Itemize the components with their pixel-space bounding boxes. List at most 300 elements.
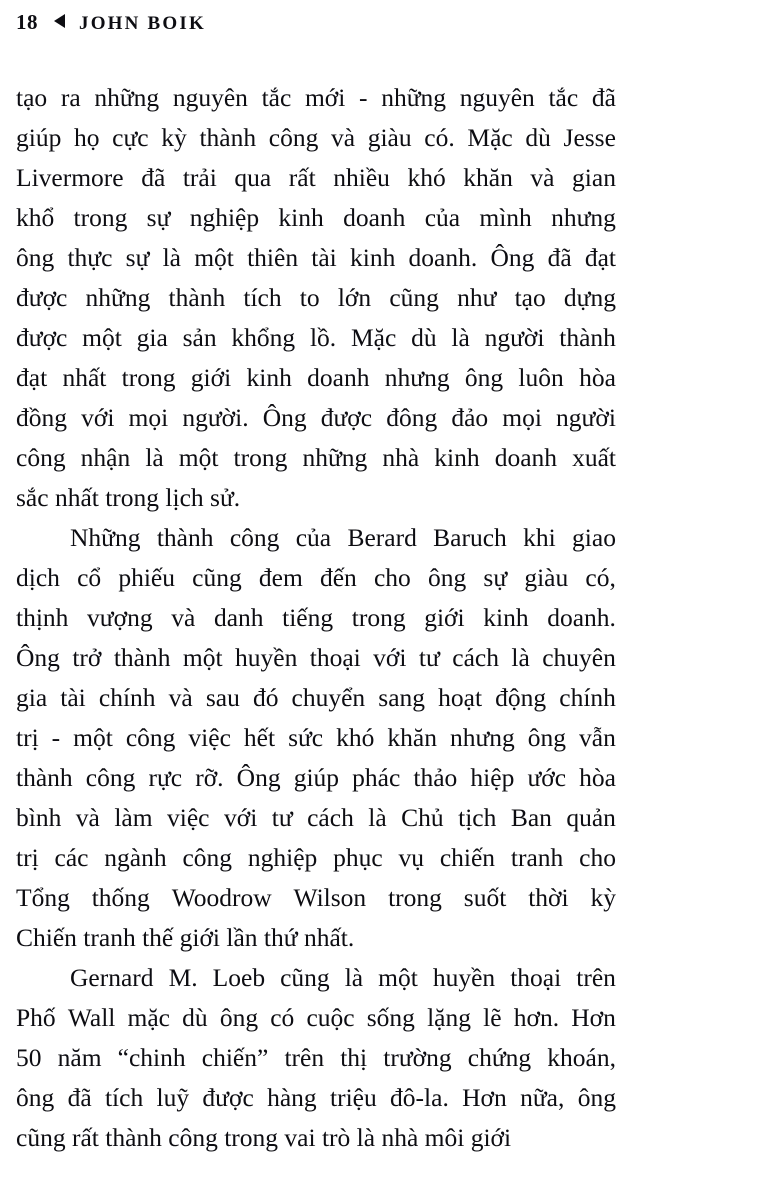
word: ông: [527, 723, 567, 752]
word: trường: [383, 1043, 452, 1072]
word: dịch: [16, 563, 60, 592]
text-line: [16, 398, 616, 438]
word: Hơn: [571, 1003, 616, 1032]
word: thành: [156, 523, 214, 552]
word: đến: [319, 563, 357, 592]
word: khổ: [16, 203, 55, 232]
word: Tổng: [16, 883, 70, 912]
word: nguyên: [459, 83, 535, 112]
word: vượng: [87, 603, 153, 632]
word: hơn.: [513, 1003, 560, 1032]
word: mọi: [502, 403, 542, 432]
word: chính: [98, 683, 156, 712]
word: việc: [188, 723, 231, 752]
word: nữa,: [520, 1083, 565, 1112]
word: Hơn: [462, 1083, 507, 1112]
word: hoạt: [438, 683, 483, 712]
word: ông: [16, 1083, 55, 1112]
page-number: 18: [16, 10, 38, 34]
word: chiến”: [201, 1043, 269, 1072]
word: Berard: [347, 523, 417, 552]
word: đảo: [451, 403, 489, 432]
text-line: [16, 318, 616, 358]
word: giúp: [16, 123, 62, 152]
word: đó: [252, 683, 279, 712]
word: cuộc: [306, 1003, 355, 1032]
word: tịch: [458, 803, 497, 832]
word: thứ: [263, 923, 298, 952]
word: và: [330, 123, 356, 152]
word: công: [229, 523, 280, 552]
word: tranh: [510, 843, 564, 872]
word: Baruch: [433, 523, 507, 552]
word: trị: [16, 723, 39, 752]
word: thoại: [510, 963, 562, 992]
word: có.: [424, 123, 455, 152]
word: tích: [243, 283, 282, 312]
word: nghiệp: [189, 203, 260, 232]
word: Ban: [510, 803, 552, 832]
word: ông: [16, 243, 55, 272]
word: doanh: [343, 203, 406, 232]
word: và: [530, 163, 555, 192]
text-line: [16, 1078, 616, 1118]
word: một: [73, 723, 113, 752]
word: và: [75, 803, 100, 832]
word: với: [223, 803, 258, 832]
word: thế: [142, 923, 174, 952]
word: xuất: [572, 443, 616, 472]
word: dù: [525, 123, 551, 152]
word: Wall: [67, 1003, 116, 1032]
word: ngành: [104, 843, 167, 872]
word: phục: [333, 843, 383, 872]
text-line: [16, 558, 616, 598]
word: trong: [73, 203, 128, 232]
word: Chủ: [401, 803, 444, 832]
paragraph: [16, 518, 616, 958]
word: được: [202, 1083, 254, 1112]
word: mình: [479, 203, 532, 232]
word: -: [51, 723, 61, 752]
word: tắc: [261, 83, 292, 112]
word: ông: [427, 563, 467, 592]
word: sử.: [210, 483, 241, 512]
word: việc: [167, 803, 210, 832]
word: vai: [284, 1123, 316, 1152]
word: trong: [388, 883, 442, 912]
word: nhưng: [449, 723, 515, 752]
word: tư: [418, 643, 440, 672]
word: đạt: [16, 363, 48, 392]
text-line: [16, 238, 616, 278]
word: sức: [288, 723, 324, 752]
word: năm: [57, 1043, 102, 1072]
text-line: [16, 1118, 616, 1158]
word: giao: [572, 523, 616, 552]
text-line: [16, 278, 616, 318]
word: khổng: [231, 323, 296, 352]
word: kinh: [483, 603, 529, 632]
word: một: [82, 323, 122, 352]
word: kinh: [246, 363, 292, 392]
word: vụ: [398, 843, 424, 872]
word: Ông: [262, 403, 307, 432]
word: hết: [243, 723, 276, 752]
word: trị: [16, 843, 39, 872]
word: bình: [16, 803, 62, 832]
word: suốt: [463, 883, 507, 912]
word: cách: [452, 643, 499, 672]
text-line: [16, 118, 616, 158]
word: của: [424, 203, 461, 232]
word: kỳ: [161, 123, 187, 152]
word: hòa: [579, 763, 616, 792]
word: là: [451, 323, 470, 352]
word: trong: [351, 603, 406, 632]
word: nhưng: [551, 203, 616, 232]
word: Chiến: [16, 923, 77, 952]
word: doanh.: [547, 603, 616, 632]
word: cũng: [280, 963, 330, 992]
word: thành: [199, 123, 257, 152]
word: môi: [424, 1123, 465, 1152]
word: nghiệp: [247, 843, 318, 872]
word: làm: [114, 803, 153, 832]
word: trong: [121, 363, 176, 392]
word: là: [368, 803, 387, 832]
word: đã: [141, 163, 166, 192]
word: thành: [559, 323, 616, 352]
text-line: [16, 798, 616, 838]
word: động: [495, 683, 547, 712]
word: phiếu: [118, 563, 175, 592]
word: giới: [424, 603, 465, 632]
word: đồng: [16, 403, 67, 432]
text-line: [16, 638, 616, 678]
word: trò: [321, 1123, 351, 1152]
word: cổ: [77, 563, 102, 592]
word: sự: [146, 203, 171, 232]
word: nhà: [382, 443, 420, 472]
word: trở: [72, 643, 102, 672]
word: người: [556, 403, 616, 432]
word: Wilson: [293, 883, 367, 912]
word: kinh: [349, 243, 396, 272]
word: được: [320, 403, 373, 432]
word: trên: [284, 1043, 325, 1072]
word: những: [94, 83, 160, 112]
text-line: [16, 958, 616, 998]
word: mặc: [127, 1003, 170, 1032]
word: có: [270, 1003, 295, 1032]
word: thiên: [247, 243, 299, 272]
word: là: [356, 1123, 376, 1152]
word: tư: [271, 803, 293, 832]
word: sản: [182, 323, 217, 352]
word: sự: [125, 243, 150, 272]
word: tranh: [83, 923, 136, 952]
word: Phố: [16, 1003, 56, 1032]
word: 50: [16, 1043, 42, 1072]
word: sang: [378, 683, 426, 712]
word: mọi: [128, 403, 169, 432]
word: với: [373, 643, 407, 672]
word: được: [16, 323, 68, 352]
word: lớn: [337, 283, 372, 312]
word: công: [16, 443, 66, 472]
word: thống: [91, 883, 150, 912]
word: giàu: [367, 123, 412, 152]
word: gia: [16, 683, 48, 712]
word: Gernard: [70, 963, 154, 992]
word: tạo: [514, 283, 546, 312]
word: khăn: [387, 723, 437, 752]
word: Jesse: [563, 123, 616, 152]
word: đã: [591, 83, 616, 112]
word: đem: [258, 563, 303, 592]
word: kinh: [434, 443, 480, 472]
word: doanh: [494, 443, 558, 472]
word: đã: [547, 243, 572, 272]
word: lần: [226, 923, 258, 952]
word: khoán,: [547, 1043, 616, 1072]
word: là: [145, 443, 164, 472]
text-line: [16, 198, 616, 238]
word: đã: [67, 1083, 92, 1112]
word: những: [302, 443, 368, 472]
paragraph: [16, 78, 616, 518]
word: một: [378, 963, 418, 992]
word: nguyên: [172, 83, 248, 112]
word: là: [511, 643, 530, 672]
word: vẫn: [579, 723, 616, 752]
word: các: [54, 843, 89, 872]
paragraph: [16, 958, 616, 1158]
word: nhận: [80, 443, 131, 472]
word: cũng: [192, 563, 242, 592]
word: tiếng: [282, 603, 334, 632]
word: nhất: [54, 483, 99, 512]
word: Mặc: [350, 323, 397, 352]
word: đô-la.: [390, 1083, 449, 1112]
word: trong: [105, 483, 160, 512]
word: giới: [470, 1123, 512, 1152]
word: tài: [60, 683, 86, 712]
word: gia: [136, 323, 168, 352]
word: tắc: [548, 83, 579, 112]
word: ông: [464, 363, 504, 392]
word: Loeb: [212, 963, 266, 992]
word: tích: [104, 1083, 144, 1112]
word: danh: [213, 603, 264, 632]
text-line: [16, 158, 616, 198]
word: “chinh: [117, 1043, 186, 1072]
word: hiệp: [470, 763, 515, 792]
text-line: [16, 758, 616, 798]
word: nhưng: [384, 363, 450, 392]
word: khăn: [463, 163, 513, 192]
word: giàu: [524, 563, 569, 592]
word: đạt: [584, 243, 616, 272]
word: họ: [74, 123, 100, 152]
word: to: [299, 283, 320, 312]
word: cực: [112, 123, 149, 152]
word: kỳ: [590, 883, 616, 912]
word: một: [178, 443, 219, 472]
word: của: [295, 523, 332, 552]
word: đông: [386, 403, 438, 432]
word: rỡ.: [195, 763, 224, 792]
word: gian: [572, 163, 616, 192]
word: nhất: [62, 363, 107, 392]
word: cũng: [389, 283, 439, 312]
word: công: [125, 723, 176, 752]
text-line: [16, 718, 616, 758]
text-line: [16, 518, 616, 558]
word: hàng: [267, 1083, 317, 1112]
word: chuyển: [291, 683, 366, 712]
word: rất: [71, 1123, 99, 1152]
word: Ông: [236, 763, 281, 792]
word: Những: [70, 523, 141, 552]
word: tạo: [16, 83, 48, 112]
word: cho: [373, 563, 411, 592]
word: như: [457, 283, 497, 312]
word: công: [168, 1123, 218, 1152]
left-triangle-icon: [54, 14, 65, 28]
word: công: [182, 843, 233, 872]
word: Woodrow: [171, 883, 272, 912]
word: lẽ: [483, 1003, 502, 1032]
word: lồ.: [309, 323, 337, 352]
text-line: [16, 78, 616, 118]
word: chính: [559, 683, 616, 712]
word: quản: [566, 803, 616, 832]
word: huyền: [432, 963, 496, 992]
word: chiến: [439, 843, 496, 872]
text-line: [16, 998, 616, 1038]
word: giới: [179, 923, 221, 952]
text-line: [16, 438, 616, 478]
word: cách: [307, 803, 354, 832]
word: những: [381, 83, 447, 112]
word: luỹ: [156, 1083, 190, 1112]
word: giúp: [293, 763, 340, 792]
word: Ông: [16, 643, 60, 672]
word: ước: [527, 763, 567, 792]
text-line: [16, 478, 616, 518]
word: chuyên: [542, 643, 616, 672]
word: thành: [113, 643, 171, 672]
word: sự: [483, 563, 508, 592]
word: người.: [182, 403, 249, 432]
word: triệu: [330, 1083, 377, 1112]
word: thảo: [413, 763, 458, 792]
word: qua: [234, 163, 272, 192]
word: cũng: [16, 1123, 66, 1152]
word: Mặc: [467, 123, 513, 152]
word: -: [359, 83, 368, 112]
word: M.: [168, 963, 198, 992]
word: khó: [407, 163, 446, 192]
word: trong: [233, 443, 288, 472]
word: được: [16, 283, 68, 312]
text-line: [16, 918, 616, 958]
word: thịnh: [16, 603, 69, 632]
word: luôn: [518, 363, 564, 392]
word: khi: [523, 523, 556, 552]
body-text-column: [16, 78, 616, 1158]
word: Livermore: [16, 163, 124, 192]
word: lặng: [427, 1003, 471, 1032]
word: cho: [579, 843, 616, 872]
word: có,: [585, 563, 616, 592]
word: nhà: [381, 1123, 419, 1152]
text-line: [16, 878, 616, 918]
word: ra: [60, 83, 81, 112]
word: sắc: [16, 483, 49, 512]
text-line: [16, 598, 616, 638]
word: một: [194, 243, 234, 272]
word: trải: [182, 163, 217, 192]
word: sống: [366, 1003, 415, 1032]
word: là: [344, 963, 364, 992]
word: thành: [105, 1123, 162, 1152]
word: doanh: [307, 363, 370, 392]
word: rất: [288, 163, 316, 192]
word: sau: [205, 683, 240, 712]
word: rực: [148, 763, 183, 792]
word: doanh.: [408, 243, 478, 272]
word: thị: [340, 1043, 368, 1072]
word: tài: [311, 243, 337, 272]
word: kinh: [278, 203, 324, 232]
word: thời: [528, 883, 569, 912]
word: mới: [304, 83, 346, 112]
running-header: [16, 12, 206, 33]
word: dựng: [563, 283, 616, 312]
word: thoại: [309, 643, 361, 672]
word: dù: [182, 1003, 208, 1032]
word: trên: [576, 963, 616, 992]
word: giới: [190, 363, 232, 392]
word: và: [168, 683, 193, 712]
word: với: [81, 403, 115, 432]
word: lịch: [165, 483, 204, 512]
text-line: [16, 358, 616, 398]
word: Ông: [490, 243, 535, 272]
text-line: [16, 838, 616, 878]
word: là: [162, 243, 181, 272]
word: nhất.: [303, 923, 355, 952]
text-line: [16, 1038, 616, 1078]
word: công: [85, 763, 136, 792]
word: thành: [168, 283, 226, 312]
author-name: JOHN BOIK: [79, 13, 206, 34]
word: phác: [352, 763, 401, 792]
word: công: [268, 123, 319, 152]
word: nhiều: [333, 163, 390, 192]
word: trong: [224, 1123, 279, 1152]
word: ông: [219, 1003, 259, 1032]
word: và: [171, 603, 196, 632]
word: khó: [336, 723, 375, 752]
word: những: [85, 283, 151, 312]
word: một: [182, 643, 223, 672]
text-line: [16, 678, 616, 718]
word: dù: [411, 323, 437, 352]
